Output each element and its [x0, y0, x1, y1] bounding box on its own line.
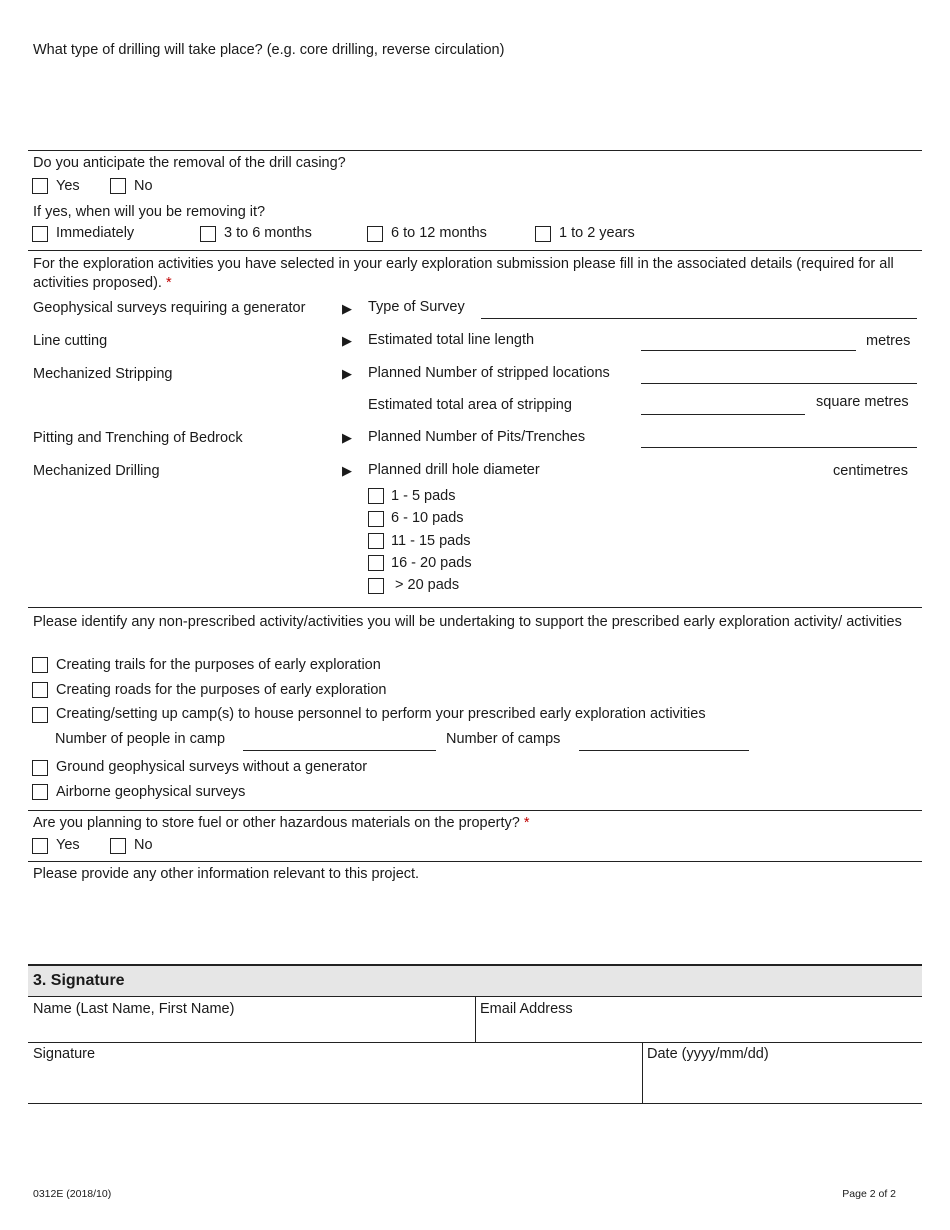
arrow-icon: ▶	[342, 301, 352, 316]
airborne-surveys-checkbox[interactable]	[32, 784, 48, 800]
form-id: 0312E (2018/10)	[33, 1188, 112, 1200]
casing-6-12-months-checkbox[interactable]	[367, 226, 383, 242]
casing-option-label: 1 to 2 years	[559, 225, 635, 241]
activity-label: Pitting and Trenching of Bedrock	[33, 430, 243, 446]
non-prescribed-question: Please identify any non-prescribed activity/activities you will be undertaking to support the prescribed early exploration activity/ activities	[33, 614, 902, 630]
casing-no-label: No	[134, 178, 153, 194]
divider	[28, 607, 922, 608]
fuel-no-label: No	[134, 837, 153, 853]
other-info-input[interactable]	[33, 888, 918, 958]
non-prescribed-label: Creating/setting up camp(s) to house personnel to perform your prescribed early exploration activities	[56, 706, 706, 722]
non-prescribed-label: Airborne geophysical surveys	[56, 784, 246, 800]
casing-when-question: If yes, when will you be removing it?	[33, 204, 266, 220]
fuel-yes-label: Yes	[56, 837, 80, 853]
casing-option-label: 3 to 6 months	[224, 225, 312, 241]
stripping-area-input[interactable]	[641, 414, 805, 415]
divider	[28, 861, 922, 862]
camps-checkbox[interactable]	[32, 707, 48, 723]
pads-1-5-checkbox[interactable]	[368, 488, 384, 504]
casing-1-2-years-checkbox[interactable]	[535, 226, 551, 242]
signature-section-header	[28, 964, 922, 997]
activities-intro: For the exploration activities you have selected in your early exploration submission please fill in the associated details (required for all activities proposed). *	[33, 256, 894, 291]
field-label: Planned Number of stripped locations	[368, 365, 610, 381]
field-label: Planned Number of Pits/Trenches	[368, 429, 586, 445]
number-of-camps-label: Number of camps	[446, 731, 561, 747]
casing-immediately-checkbox[interactable]	[32, 226, 48, 242]
pads-label: > 20 pads	[391, 577, 460, 593]
type-of-survey-input[interactable]	[481, 318, 917, 319]
field-label: Type of Survey	[368, 299, 465, 315]
divider	[28, 150, 922, 151]
email-input[interactable]	[480, 1020, 916, 1040]
people-in-camp-label: Number of people in camp	[55, 731, 226, 747]
pads-over-20-checkbox[interactable]	[368, 578, 384, 594]
casing-yes-label: Yes	[56, 178, 80, 194]
signature-input[interactable]	[33, 1066, 636, 1100]
activity-label: Line cutting	[33, 333, 108, 349]
casing-question: Do you anticipate the removal of the drill casing?	[33, 155, 346, 171]
ground-surveys-checkbox[interactable]	[32, 760, 48, 776]
non-prescribed-label: Creating roads for the purposes of early exploration	[56, 682, 387, 698]
unit-label: metres	[866, 333, 911, 349]
pads-label: 1 - 5 pads	[391, 488, 456, 504]
pads-label: 16 - 20 pads	[391, 555, 472, 571]
trails-checkbox[interactable]	[32, 657, 48, 673]
casing-option-label: Immediately	[56, 225, 135, 241]
pits-trenches-input[interactable]	[641, 447, 917, 448]
divider	[28, 810, 922, 811]
field-label: Estimated total area of stripping	[368, 397, 572, 413]
name-label: Name (Last Name, First Name)	[33, 1001, 235, 1017]
fuel-no-checkbox[interactable]	[110, 838, 126, 854]
drilling-type-input[interactable]	[33, 64, 918, 146]
pads-label: 6 - 10 pads	[391, 510, 464, 526]
arrow-icon: ▶	[342, 366, 352, 381]
number-of-camps-input[interactable]	[579, 750, 749, 751]
date-label: Date (yyyy/mm/dd)	[647, 1046, 769, 1062]
date-input[interactable]	[647, 1066, 917, 1100]
required-marker: *	[523, 815, 530, 831]
casing-3-6-months-checkbox[interactable]	[200, 226, 216, 242]
other-info-question: Please provide any other information relevant to this project.	[33, 866, 420, 882]
casing-no-checkbox[interactable]	[110, 178, 126, 194]
pads-6-10-checkbox[interactable]	[368, 511, 384, 527]
divider	[28, 1042, 922, 1043]
divider	[642, 1042, 643, 1103]
line-length-input[interactable]	[641, 350, 856, 351]
email-label: Email Address	[480, 1001, 573, 1017]
required-marker: *	[165, 275, 172, 291]
signature-label: Signature	[33, 1046, 96, 1062]
activity-label: Geophysical surveys requiring a generator	[33, 300, 306, 316]
drill-diameter-input[interactable]	[560, 460, 825, 480]
pads-11-15-checkbox[interactable]	[368, 533, 384, 549]
pads-16-20-checkbox[interactable]	[368, 555, 384, 571]
arrow-icon: ▶	[342, 333, 352, 348]
activity-label: Mechanized Stripping	[33, 366, 173, 382]
non-prescribed-label: Ground geophysical surveys without a generator	[56, 759, 368, 775]
casing-yes-checkbox[interactable]	[32, 178, 48, 194]
arrow-icon: ▶	[342, 430, 352, 445]
pads-label: 11 - 15 pads	[391, 533, 471, 549]
non-prescribed-label: Creating trails for the purposes of early exploration	[56, 657, 381, 673]
field-label: Planned drill hole diameter	[368, 462, 540, 478]
unit-label: square metres	[816, 394, 909, 410]
page-number: Page 2 of 2	[842, 1188, 896, 1200]
divider	[28, 250, 922, 251]
signature-section-title: 3. Signature	[33, 972, 125, 989]
divider	[28, 1103, 922, 1104]
arrow-icon: ▶	[342, 463, 352, 478]
fuel-question: Are you planning to store fuel or other hazardous materials on the property? *	[33, 815, 530, 831]
roads-checkbox[interactable]	[32, 682, 48, 698]
fuel-yes-checkbox[interactable]	[32, 838, 48, 854]
divider	[475, 997, 476, 1042]
name-input[interactable]	[33, 1020, 469, 1040]
stripped-locations-input[interactable]	[641, 383, 917, 384]
field-label: Estimated total line length	[368, 332, 535, 348]
people-in-camp-input[interactable]	[243, 750, 436, 751]
drilling-type-question: What type of drilling will take place? (e.g. core drilling, reverse circulation)	[33, 42, 505, 58]
activity-label: Mechanized Drilling	[33, 463, 160, 479]
unit-label: centimetres	[833, 463, 908, 479]
casing-option-label: 6 to 12 months	[391, 225, 487, 241]
